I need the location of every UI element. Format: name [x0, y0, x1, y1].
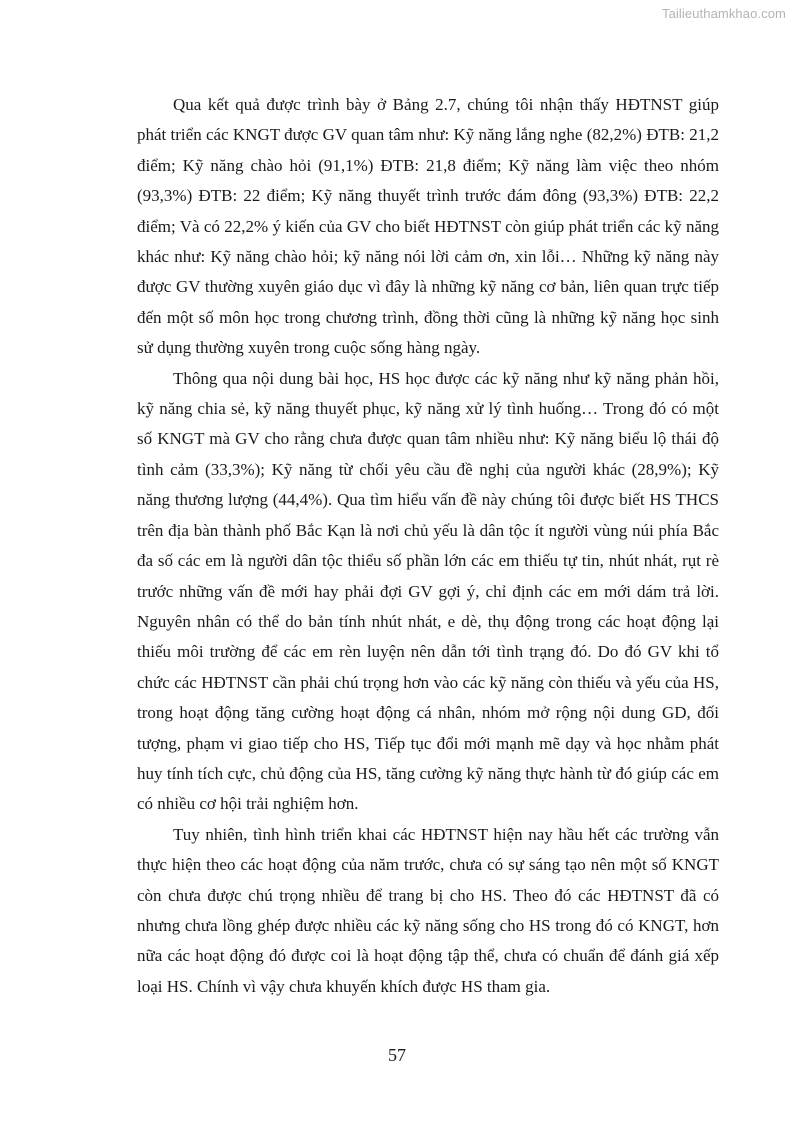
paragraph: Tuy nhiên, tình hình triển khai các HĐTNST hiện nay hầu hết các trường vẫn thực hiện theo các hoạt động của năm trước, chưa có sự sáng tạo nên một số KNGT còn chưa được chú trọng nhiều để trang bị cho HS. Theo đó các HĐTNST đã có nhưng chưa lồng ghép được nhiều các kỹ năng sống cho HS trong đó có KNGT, hơn nữa các hoạt động đó được coi là hoạt động tập thể, chưa có chuẩn để đánh giá xếp loại HS. Chính vì vậy chưa khuyến khích được HS tham gia. [137, 824, 719, 996]
paragraph: Thông qua nội dung bài học, HS học được các kỹ năng như kỹ năng phản hồi, kỹ năng chia sẻ, kỹ năng thuyết phục, kỹ năng xử lý tình huống… Trong đó có một số KNGT mà GV cho rằng chưa được quan tâm nhiều như: Kỹ năng biểu lộ thái độ tình cảm (33,3%); Kỹ năng từ chối yêu cầu đề nghị của người khác (28,9%); Kỹ năng thương lượng (44,4%). Qua tìm hiểu vấn đề này chúng tôi được biết HS THCS trên địa bàn thành phố Bắc Kạn là nơi chủ yếu là dân tộc ít người vùng núi phía Bắc đa số các em là người dân tộc thiểu số phần lớn các em thiếu tự tin, nhút nhát, rụt rè trước những vấn đề mới hay phải đợi GV gợi ý, chỉ định các em mới dám trả lời. Nguyên nhân có thể do bản tính nhút nhát, e dè, thụ động trong các hoạt động lại thiếu môi trường để các em rèn luyện nên dẫn tới tình trạng đó. Do đó GV khi tổ chức các HĐTNST cần phải chú trọng hơn vào các kỹ năng còn thiếu và yếu của HS, trong hoạt động tăng cường hoạt động cá nhân, nhóm mở rộng nội dung GD, đối tượng, phạm vi giao tiếp cho HS, Tiếp tục đổi mới mạnh mẽ dạy và học nhằm phát huy tính tích cực, chủ động của HS, tăng cường kỹ năng thực hành từ đó giúp các em có nhiều cơ hội trải nghiệm hơn. [137, 368, 719, 814]
page-number: 57 [388, 1045, 406, 1065]
paragraph: Qua kết quả được trình bày ở Bảng 2.7, chúng tôi nhận thấy HĐTNST giúp phát triển các KNGT được GV quan tâm như: Kỹ năng lắng nghe (82,2%) ĐTB: 21,2 điểm; Kỹ năng chào hỏi (91,1%) ĐTB: 21,8 điểm; Kỹ năng làm việc theo nhóm (93,3%) ĐTB: 22 điểm; Kỹ năng thuyết trình trước đám đông (93,3%) ĐTB: 22,2 điểm; Và có 22,2% ý kiến của GV cho biết HĐTNST còn giúp phát triển các kỹ năng khác như: Kỹ năng chào hỏi; kỹ năng nói lời cảm ơn, xin lỗi… Những kỹ năng này được GV thường xuyên giáo dục vì đây là những kỹ năng cơ bản, liên quan trực tiếp đến một số môn học trong chương trình, đồng thời cũng là những kỹ năng học sinh sử dụng thường xuyên trong cuộc sống hàng ngày. [137, 95, 719, 358]
watermark: Tailieuthamkhao.com [661, 6, 786, 21]
document-body [137, 90, 719, 1002]
